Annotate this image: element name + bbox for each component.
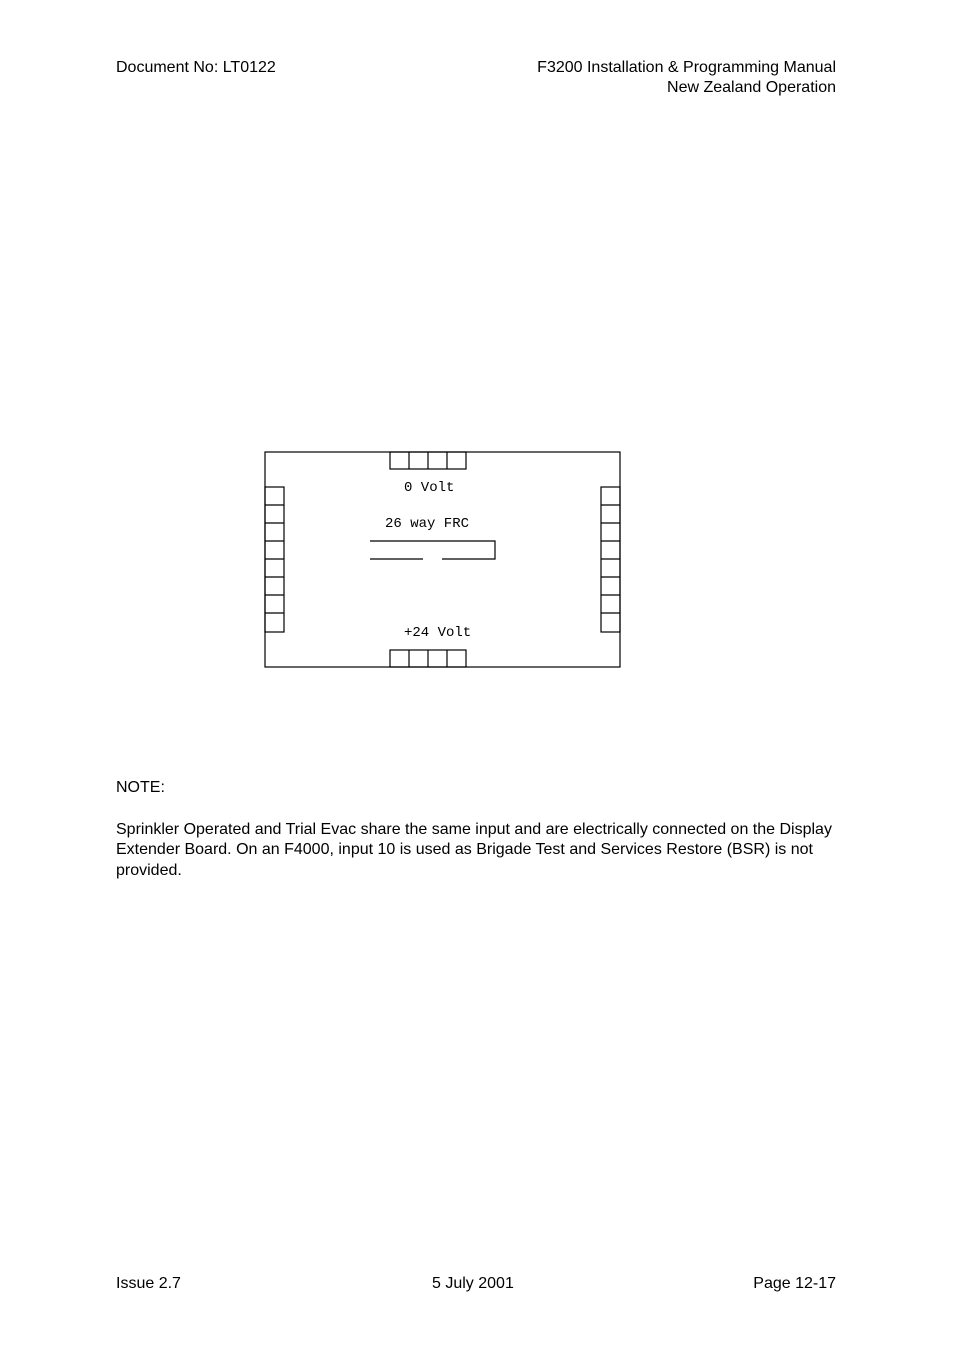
board-diagram [262, 446, 624, 672]
left-terminal-strip [265, 487, 284, 632]
bottom-label: +24 Volt [404, 625, 472, 641]
issue-date: 5 July 2001 [432, 1275, 514, 1292]
top-terminal-block [390, 452, 466, 469]
manual-title-line-2: New Zealand Operation [667, 79, 836, 96]
manual-title [537, 58, 836, 98]
right-terminal-strip [601, 487, 620, 632]
connector-label: 26 way FRC [385, 516, 470, 532]
note-body: Sprinkler Operated and Trial Evac share the same input and are electrically connected on the Display Extender Board. On an F4000, input 10 is used as Brigade Test and Services Restore (BSR) is not provided. [116, 820, 832, 879]
frc-connector [370, 541, 495, 559]
note-section [116, 778, 836, 881]
document-number: Document No: LT0122 [116, 59, 276, 76]
issue-number: Issue 2.7 [116, 1275, 181, 1292]
bottom-terminal-block [390, 650, 466, 667]
note-heading: NOTE: [116, 779, 165, 796]
page-number: Page 12-17 [753, 1275, 836, 1292]
manual-title-line-1: F3200 Installation & Programming Manual [537, 59, 836, 76]
top-label: 0 Volt [404, 480, 455, 496]
